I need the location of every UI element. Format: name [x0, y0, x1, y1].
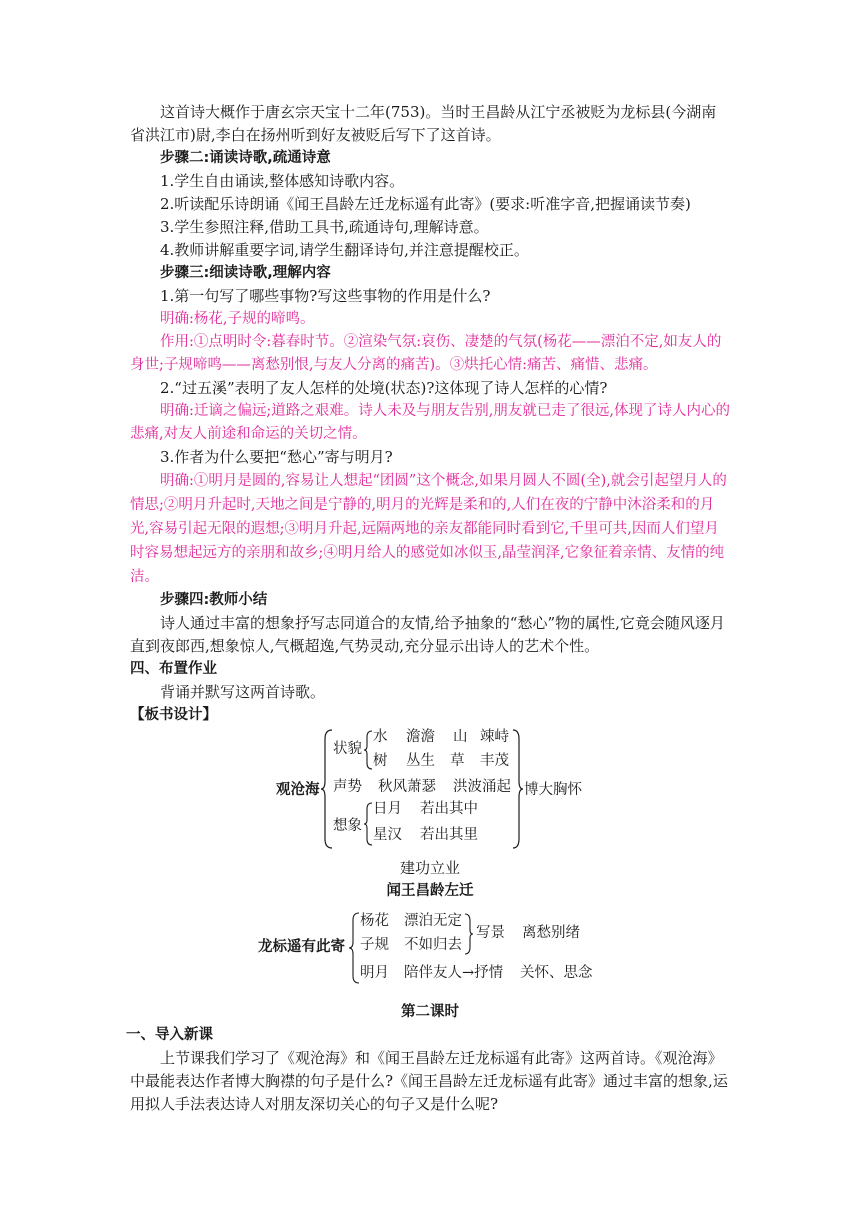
board1-word: 丛生: [406, 753, 435, 769]
question-1: 1.第一句写了哪些事物?写这些事物的作用是什么?: [160, 287, 491, 305]
board1-word: 洪波涌起: [453, 779, 511, 795]
board1-word: 澹澹: [406, 729, 435, 745]
board1-word: 丰茂: [480, 753, 509, 769]
board2-word: 陪伴友人→抒情: [404, 965, 504, 981]
step2-item: 4.教师讲解重要字词,请学生翻译诗句,并注意提醒校正。: [160, 241, 529, 259]
board1-word: 山: [453, 729, 468, 745]
board1-group2-label: 声势: [333, 779, 362, 795]
step2-item: 2.听读配乐诗朗诵《闻王昌龄左迁龙标遥有此寄》(要求:听准字音,把握诵读节奏): [160, 195, 691, 213]
board2-word: 不如归去: [404, 937, 462, 953]
lesson2-title: 第二课时: [401, 1004, 459, 1020]
right-brace-icon: [464, 913, 474, 955]
left-brace-icon: [348, 912, 360, 984]
step2-item: 1.学生自由诵读,整体感知诗歌内容。: [160, 172, 405, 190]
board-diagram-wenwangchangling: [130, 911, 730, 985]
board1-group3-label: 想象: [333, 818, 362, 834]
step4-title: 步骤四:教师小结: [160, 592, 268, 608]
board1-word: 树: [373, 753, 388, 769]
board2-word: 明月: [360, 965, 389, 981]
board1-word: 日月: [373, 801, 402, 817]
left-brace-icon: [320, 729, 334, 849]
board1-word: 竦峙: [480, 729, 509, 745]
left-brace-icon: [363, 802, 373, 846]
lesson2-intro-text: 上节课我们学习了《观沧海》和《闻王昌龄左迁龙标遥有此寄》这两首诗。《观沧海》中最能表达作者博大胸襟的句子是什么?《闻王昌龄左迁龙标遥有此寄》通过丰富的想象,运用拟人手法表达诗人对朋友深切关心的句子又是什么呢?: [130, 1049, 728, 1113]
board-design-title: 【板书设计】: [130, 707, 217, 723]
answer-3: 明确:①明月是圆的,容易让人想起“团圆”这个概念,如果月圆人不圆(全),就会引起望月人的情思;②明月升起时,天地之间是宁静的,明月的光辉是柔和的,人们在夜的宁静中沐浴柔和的月光,容易引起无限的遐想;③明月升起,远隔两地的亲友都能同时看到它,千里可共,因而人们望月时容易想起远方的亲朋和故乡;④明月给人的感觉如冰似玉,晶莹润泽,它象征着亲情、友情的纯洁。: [130, 473, 727, 585]
board1-word: 若出其里: [420, 827, 478, 843]
right-brace-icon: [512, 729, 524, 849]
step4-text: 诗人通过丰富的想象抒写志同道合的友情,给予抽象的“愁心”物的属性,它竟会随风逐月直到夜郎西,想象惊人,气概超逸,气势灵动,充分显示出诗人的艺术个性。: [130, 614, 725, 655]
board2-word: 关怀、思念: [520, 965, 593, 981]
question-2: 2.“过五溪”表明了友人怎样的处境(状态)?这体现了诗人怎样的心情?: [160, 379, 608, 397]
board1-result: 博大胸怀: [524, 782, 582, 798]
board2-root: 龙标遥有此寄: [258, 939, 345, 955]
board1-word: 秋风萧瑟: [378, 779, 436, 795]
board1-group1-label: 状貌: [333, 741, 362, 757]
step2-title: 步骤二:诵读诗歌,疏通诗意: [160, 150, 331, 166]
question-3: 3.作者为什么要把“愁心”寄与明月?: [160, 448, 393, 466]
board1-word: 星汉: [373, 827, 402, 843]
board2-word: 写景: [476, 925, 505, 941]
board1-word: 草: [450, 753, 465, 769]
board1-bottom: 建功立业: [399, 859, 460, 877]
lesson2-section1-title: 一、导入新课: [126, 1027, 213, 1043]
board1-word: 若出其中: [420, 801, 478, 817]
answer-1-line2: 作用:①点明时令:暮春时节。②渲染气氛:哀伤、凄楚的气氛(杨花——漂泊不定,如友人的身世;子规啼鸣——离愁别恨,与友人分离的痛苦)。③烘托心情:痛苦、痛惜、悲痛。: [130, 334, 722, 373]
section4-title: 四、布置作业: [130, 661, 217, 677]
board1-root: 观沧海: [276, 782, 320, 798]
board-diagram-guancanghai: [130, 727, 730, 853]
answer-2: 明确:迁谪之偏远;道路之艰难。诗人未及与朋友告别,朋友就已走了很远,体现了诗人内心的悲痛,对友人前途和命运的关切之情。: [130, 403, 730, 442]
left-brace-icon: [363, 730, 373, 770]
step3-title: 步骤三:细读诗歌,理解内容: [160, 265, 331, 281]
board2-word: 漂泊无定: [404, 913, 462, 929]
document-page: [126, 101, 730, 1116]
board2-word: 离愁别绪: [522, 925, 580, 941]
step2-item: 3.学生参照注释,借助工具书,疏通诗句,理解诗意。: [160, 218, 489, 236]
board2-word: 杨花: [360, 913, 389, 929]
board1-word: 水: [373, 729, 388, 745]
answer-1-line1: 明确:杨花,子规的啼鸣。: [160, 311, 315, 327]
section4-text: 背诵并默写这两首诗歌。: [160, 683, 326, 701]
intro-paragraph: 这首诗大概作于唐玄宗天宝十二年(753)。当时王昌龄从江宁丞被贬为龙标县(今湖南省洪江市)尉,李白在扬州听到好友被贬后写下了这首诗。: [130, 103, 717, 144]
board2-title: 闻王昌龄左迁: [386, 883, 474, 899]
board2-word: 子规: [360, 937, 389, 953]
